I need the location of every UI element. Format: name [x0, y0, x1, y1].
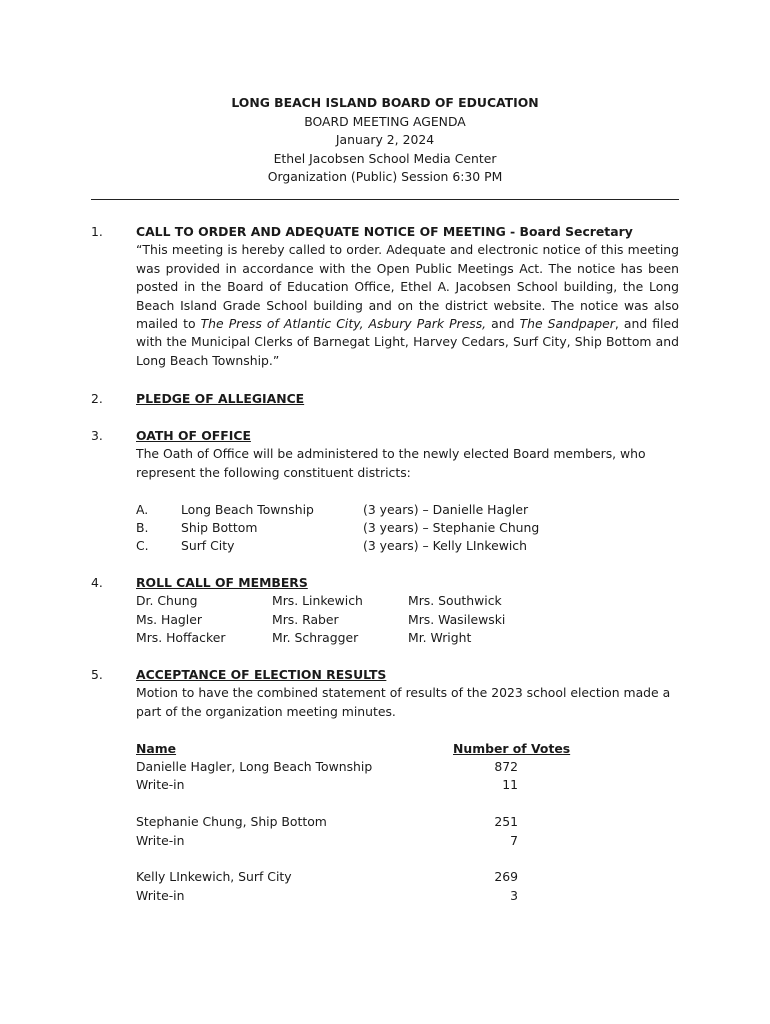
meeting-date: January 2, 2024 [335, 132, 435, 147]
item-number: 3. [91, 428, 103, 443]
result-row: Write-in 3 [136, 887, 518, 903]
item-title: OATH OF OFFICE [136, 428, 251, 443]
results-header [136, 740, 679, 758]
item-number: 4. [91, 575, 103, 590]
item-number: 5. [91, 667, 103, 682]
column-votes: Number of Votes [453, 740, 571, 756]
item-text: The Oath of Office will be administered to the newly elected Board members, who represent the following constituent districts: [136, 446, 646, 480]
item-title: ROLL CALL OF MEMBERS [136, 575, 308, 590]
result-row: Danielle Hagler, Long Beach Township 872 [136, 759, 518, 774]
document-type: BOARD MEETING AGENDA [304, 113, 466, 129]
district-row: C. Surf City (3 years) – Kelly LInkewich [136, 538, 527, 554]
meeting-location: Ethel Jacobsen School Media Center [273, 150, 497, 166]
item-number: 2. [91, 391, 103, 406]
header-divider [91, 199, 679, 200]
board-name: LONG BEACH ISLAND BOARD OF EDUCATION [231, 95, 539, 110]
session-info: Organization (Public) Session 6:30 PM [267, 169, 503, 184]
member-row: Dr. Chung Mrs. Linkewich Mrs. Southwick [136, 593, 502, 609]
column-name: Name [136, 740, 177, 756]
member-row: Ms. Hagler Mrs. Raber Mrs. Wasilewski [136, 611, 506, 627]
item-number: 1. [91, 224, 103, 239]
district-row: A. Long Beach Township (3 years) – Danielle Hagler [136, 501, 529, 517]
member-row: Mrs. Hoffacker Mr. Schragger Mr. Wright [136, 630, 472, 646]
result-row: Stephanie Chung, Ship Bottom 251 [136, 814, 518, 830]
result-row: Kelly LInkewich, Surf City 269 [136, 869, 518, 885]
item-text: “This meeting is hereby called to order. Adequate and electronic notice of this meeting was provided in accordance with the Open Public Meetings Act. The notice has been posted in the Board of Education Office, Ethel A. Jacobsen School building, the Long Beach Island Grade School building and on the district website. The notice was also mailed to The Press of Atlantic City, Asbury Park Press, and The Sandpaper, and filed with the Municipal Clerks of Barnegat Light, Harvey Cedars, Surf City, Ship Bottom and Long Beach Township.” [136, 242, 679, 368]
item-title: ACCEPTANCE OF ELECTION RESULTS [136, 667, 387, 682]
item-title: PLEDGE OF ALLEGIANCE [136, 391, 305, 406]
district-row: B. Ship Bottom (3 years) – Stephanie Chung [136, 520, 540, 535]
document-header [0, 94, 770, 187]
result-row: Write-in 11 [136, 777, 518, 793]
item-title: CALL TO ORDER AND ADEQUATE NOTICE OF MEETING - Board Secretary [136, 224, 633, 239]
result-row: Write-in 7 [136, 832, 518, 848]
item-text: Motion to have the combined statement of results of the 2023 school election made a part of the organization meeting minutes. [136, 685, 671, 719]
